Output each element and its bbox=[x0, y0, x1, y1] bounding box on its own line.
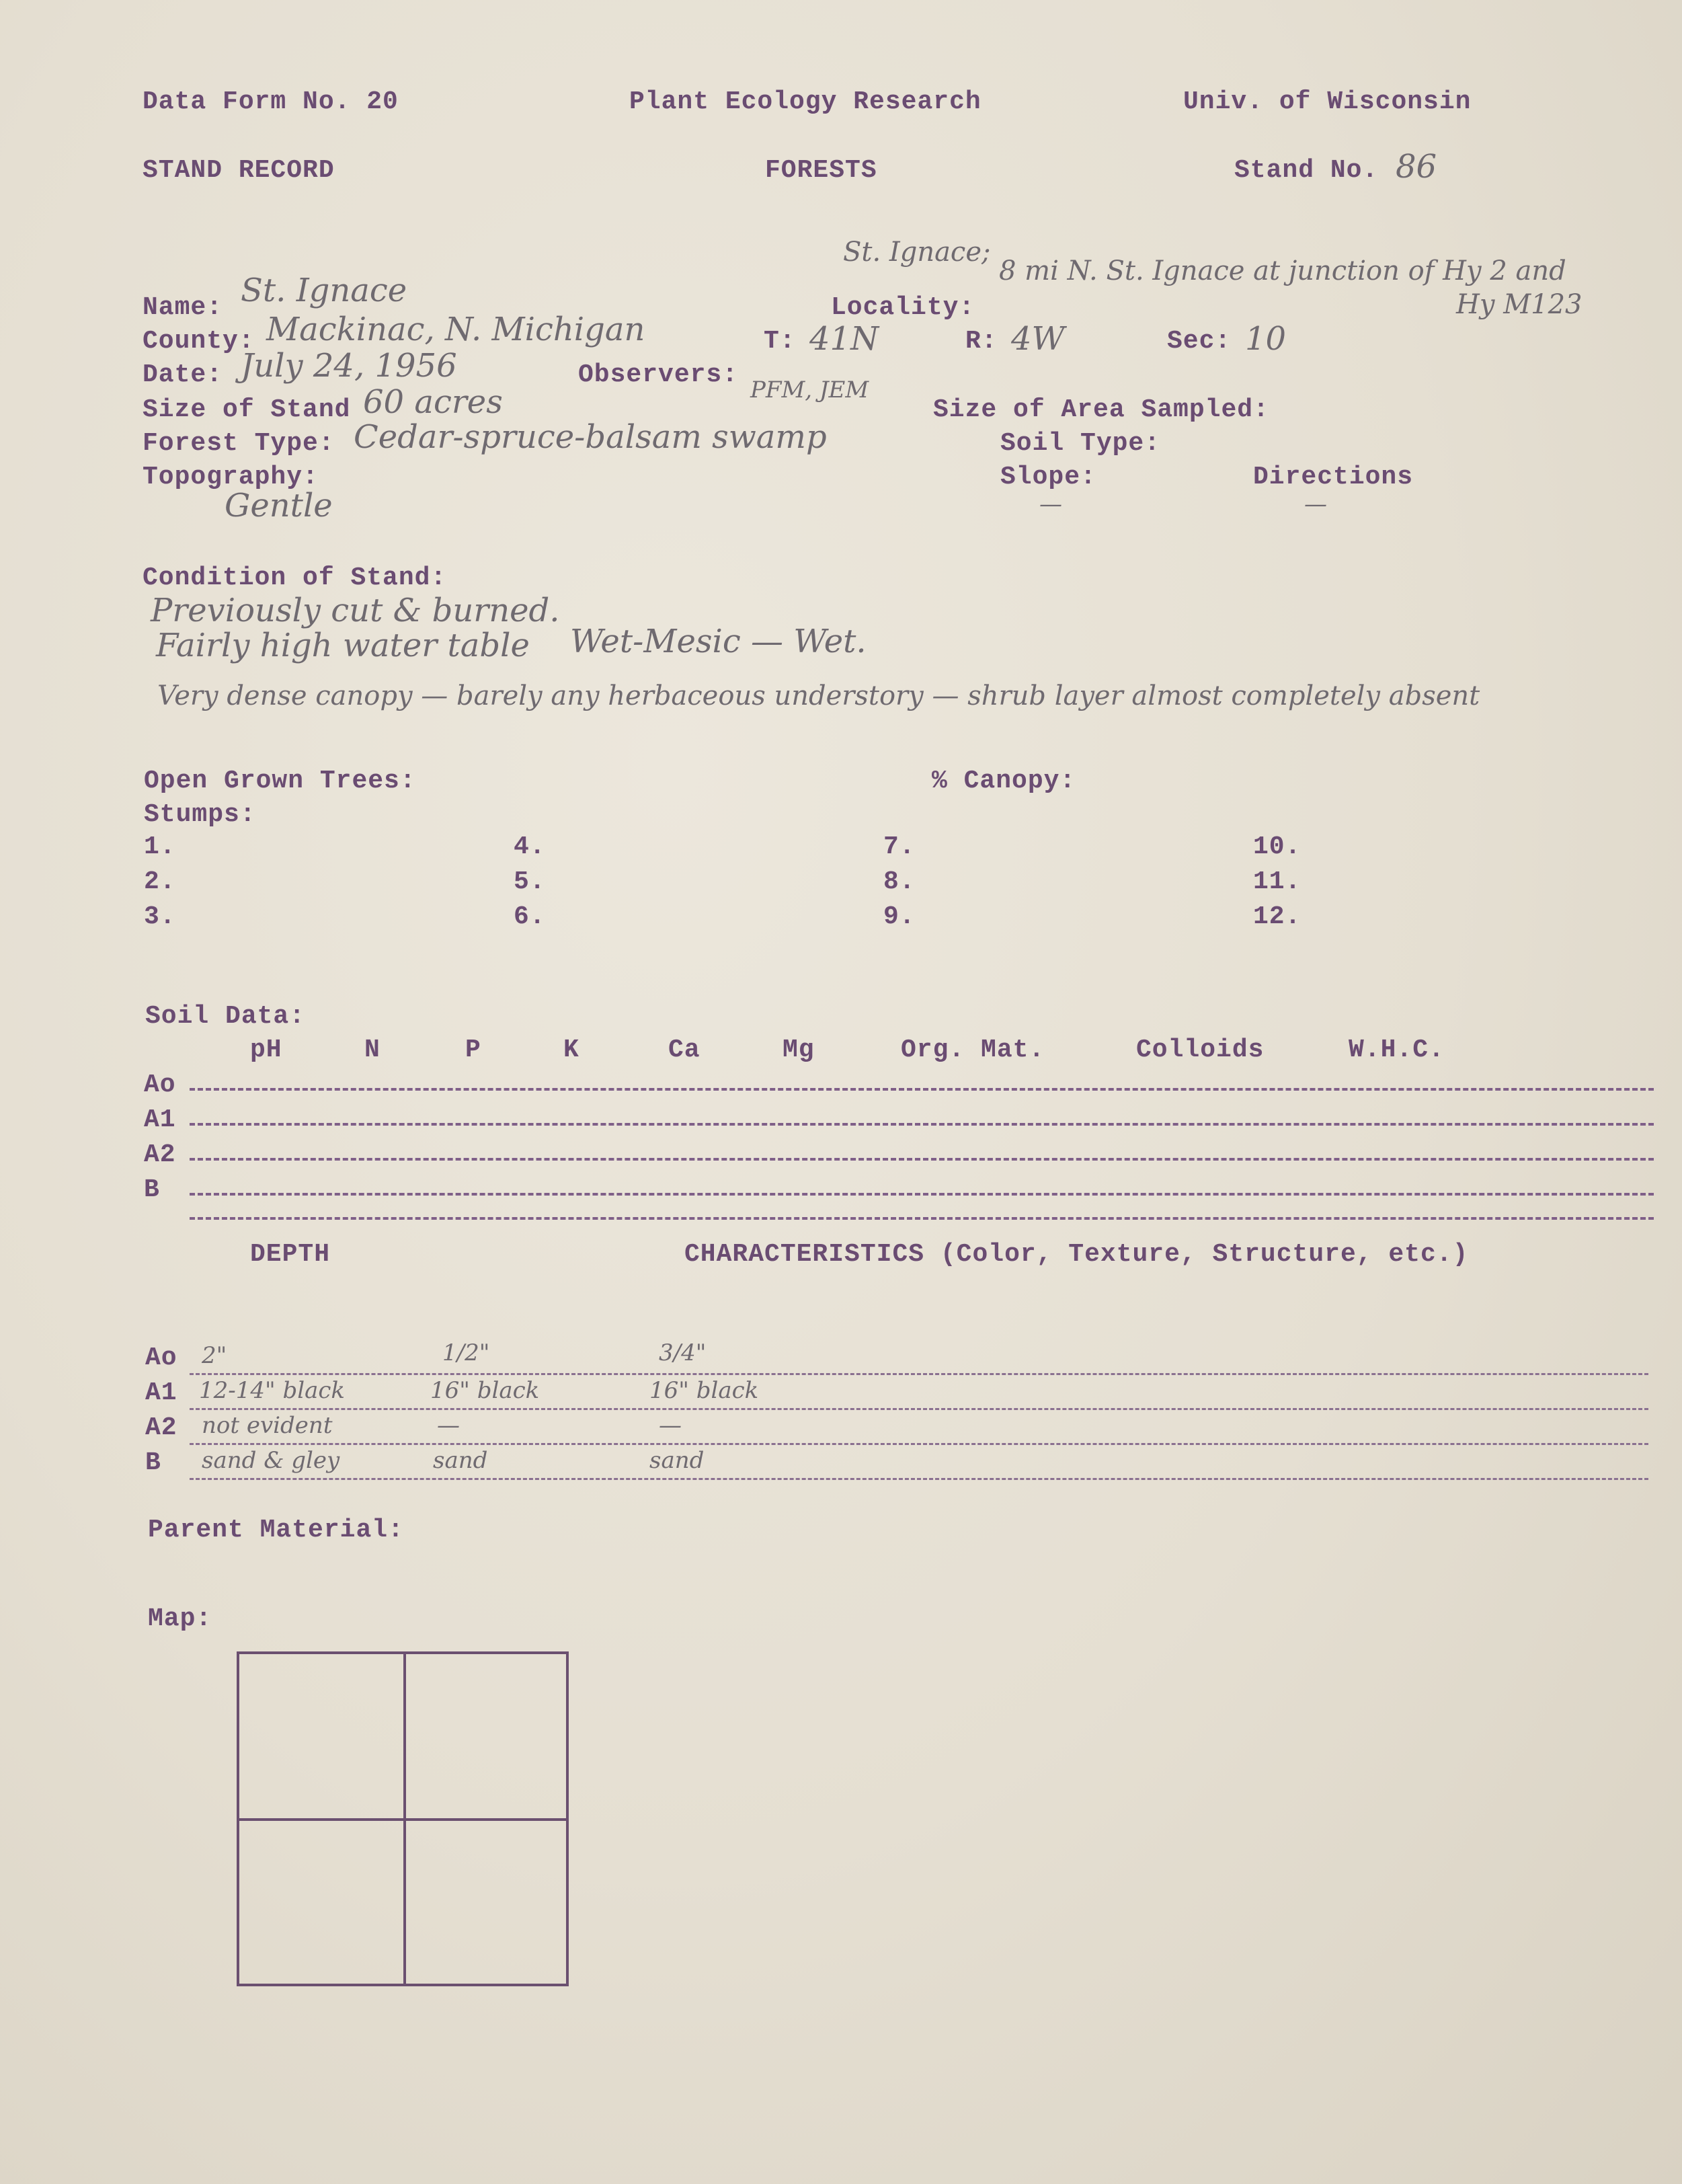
record-type: STAND RECORD bbox=[143, 156, 335, 185]
depth-row-line bbox=[190, 1373, 1648, 1375]
observers-label: Observers: bbox=[578, 360, 739, 389]
depth-row-line bbox=[190, 1478, 1648, 1480]
depth-entry: 1/2" bbox=[442, 1339, 490, 1366]
condition-line-2a: Fairly high water table bbox=[156, 627, 530, 664]
range-label: R: bbox=[965, 327, 998, 356]
canopy-label: % Canopy: bbox=[932, 767, 1076, 795]
directions-label: Directions bbox=[1253, 463, 1414, 492]
soil-column-header: Ca bbox=[668, 1036, 700, 1064]
characteristics-label: CHARACTERISTICS (Color, Texture, Structure, etc.) bbox=[684, 1240, 1469, 1269]
condition-label: Condition of Stand: bbox=[143, 563, 447, 592]
tree-number: 11. bbox=[1253, 867, 1301, 896]
tree-number: 3. bbox=[144, 902, 176, 931]
slope-label: Slope: bbox=[1000, 463, 1096, 492]
directions-value: — bbox=[1304, 491, 1327, 518]
name-value: St. Ignace bbox=[241, 272, 407, 309]
tree-number: 2. bbox=[144, 867, 176, 896]
tree-number: 1. bbox=[144, 832, 176, 861]
condition-line-1: Previously cut & burned. bbox=[151, 592, 560, 629]
slope-value: — bbox=[1039, 491, 1062, 518]
depth-entry: — bbox=[659, 1412, 682, 1439]
condition-line-3: Very dense canopy — barely any herbaceous understory — shrub layer almost completely absent bbox=[157, 680, 1480, 711]
depth-entry: not evident bbox=[202, 1412, 333, 1439]
locality-value-2: 8 mi N. St. Ignace at junction of Hy 2 and bbox=[999, 256, 1566, 286]
size-of-stand-label: Size of Stand bbox=[143, 395, 351, 424]
tree-number: 12. bbox=[1253, 902, 1301, 931]
soil-horizon-label: B bbox=[144, 1175, 160, 1204]
township-label: T: bbox=[764, 327, 796, 356]
depth-entry: 2" bbox=[202, 1342, 227, 1369]
soil-row-line bbox=[190, 1158, 1654, 1161]
topography-value: Gentle bbox=[225, 487, 333, 524]
soil-column-header: N bbox=[364, 1036, 381, 1064]
map-label: Map: bbox=[148, 1604, 212, 1633]
map-horizontal-divider bbox=[239, 1818, 566, 1821]
observers-value: PFM, JEM bbox=[750, 377, 869, 403]
university-name: Univ. of Wisconsin bbox=[1183, 87, 1472, 116]
soil-column-header: W.H.C. bbox=[1349, 1036, 1445, 1064]
locality-value-1: St. Ignace; bbox=[843, 237, 991, 268]
forest-type-value: Cedar-spruce-balsam swamp bbox=[354, 418, 827, 456]
size-of-area-sampled-label: Size of Area Sampled: bbox=[933, 395, 1269, 424]
stand-number-label: Stand No. bbox=[1234, 156, 1379, 185]
county-label: County: bbox=[143, 327, 255, 356]
section-label: Sec: bbox=[1167, 327, 1232, 356]
locality-label: Locality: bbox=[831, 293, 975, 322]
soil-horizon-label: A1 bbox=[144, 1105, 176, 1134]
soil-column-header: pH bbox=[250, 1036, 282, 1064]
depth-entry: 16" black bbox=[430, 1377, 540, 1404]
stand-number-value: 86 bbox=[1396, 148, 1437, 186]
depth-row-line bbox=[190, 1408, 1648, 1410]
depth-entry: sand bbox=[433, 1447, 488, 1474]
depth-entry: sand & gley bbox=[202, 1447, 340, 1474]
locality-value-3: Hy M123 bbox=[1456, 289, 1583, 320]
section-value: 10 bbox=[1245, 320, 1287, 358]
soil-row-line bbox=[190, 1193, 1654, 1196]
condition-line-2b: Wet-Mesic — Wet. bbox=[570, 623, 867, 660]
depth-horizon-label: A2 bbox=[145, 1413, 177, 1442]
soil-column-header: P bbox=[465, 1036, 481, 1064]
depth-row-line bbox=[190, 1443, 1648, 1445]
range-value: 4W bbox=[1011, 320, 1065, 358]
form-number: Data Form No. 20 bbox=[143, 87, 399, 116]
tree-number: 6. bbox=[514, 902, 546, 931]
depth-entry: — bbox=[437, 1412, 460, 1439]
soil-horizon-label: Ao bbox=[144, 1070, 176, 1099]
date-value: July 24, 1956 bbox=[241, 347, 457, 385]
soil-row-line bbox=[190, 1217, 1654, 1220]
map-grid bbox=[237, 1651, 569, 1986]
depth-horizon-label: A1 bbox=[145, 1378, 177, 1407]
name-label: Name: bbox=[143, 293, 223, 322]
depth-horizon-label: Ao bbox=[145, 1343, 177, 1372]
tree-number: 9. bbox=[883, 902, 916, 931]
size-of-stand-value: 60 acres bbox=[363, 383, 503, 421]
date-label: Date: bbox=[143, 360, 223, 389]
tree-number: 4. bbox=[514, 832, 546, 861]
depth-entry: 3/4" bbox=[659, 1339, 707, 1366]
stumps-label: Stumps: bbox=[144, 800, 256, 829]
open-grown-trees-label: Open Grown Trees: bbox=[144, 767, 416, 795]
depth-entry: 16" black bbox=[649, 1377, 759, 1404]
depth-entry: 12-14" black bbox=[199, 1377, 346, 1404]
township-value: 41N bbox=[809, 320, 879, 358]
depth-label: DEPTH bbox=[250, 1240, 331, 1269]
county-value: Mackinac, N. Michigan bbox=[266, 311, 645, 348]
soil-column-header: Colloids bbox=[1136, 1036, 1265, 1064]
topography-label: Topography: bbox=[143, 463, 319, 492]
organization-title: Plant Ecology Research bbox=[629, 87, 982, 116]
tree-number: 5. bbox=[514, 867, 546, 896]
depth-horizon-label: B bbox=[145, 1448, 161, 1477]
depth-entry: sand bbox=[649, 1447, 705, 1474]
tree-number: 10. bbox=[1253, 832, 1301, 861]
soil-row-line bbox=[190, 1088, 1654, 1091]
parent-material-label: Parent Material: bbox=[148, 1516, 404, 1545]
tree-number: 8. bbox=[883, 867, 916, 896]
soil-column-header: Org. Mat. bbox=[901, 1036, 1045, 1064]
soil-column-header: Mg bbox=[783, 1036, 815, 1064]
soil-column-header: K bbox=[563, 1036, 579, 1064]
soil-type-label: Soil Type: bbox=[1000, 429, 1161, 458]
soil-data-label: Soil Data: bbox=[145, 1002, 306, 1031]
category: FORESTS bbox=[765, 156, 877, 185]
soil-horizon-label: A2 bbox=[144, 1140, 176, 1169]
tree-number: 7. bbox=[883, 832, 916, 861]
soil-row-line bbox=[190, 1123, 1654, 1126]
forest-type-label: Forest Type: bbox=[143, 429, 335, 458]
